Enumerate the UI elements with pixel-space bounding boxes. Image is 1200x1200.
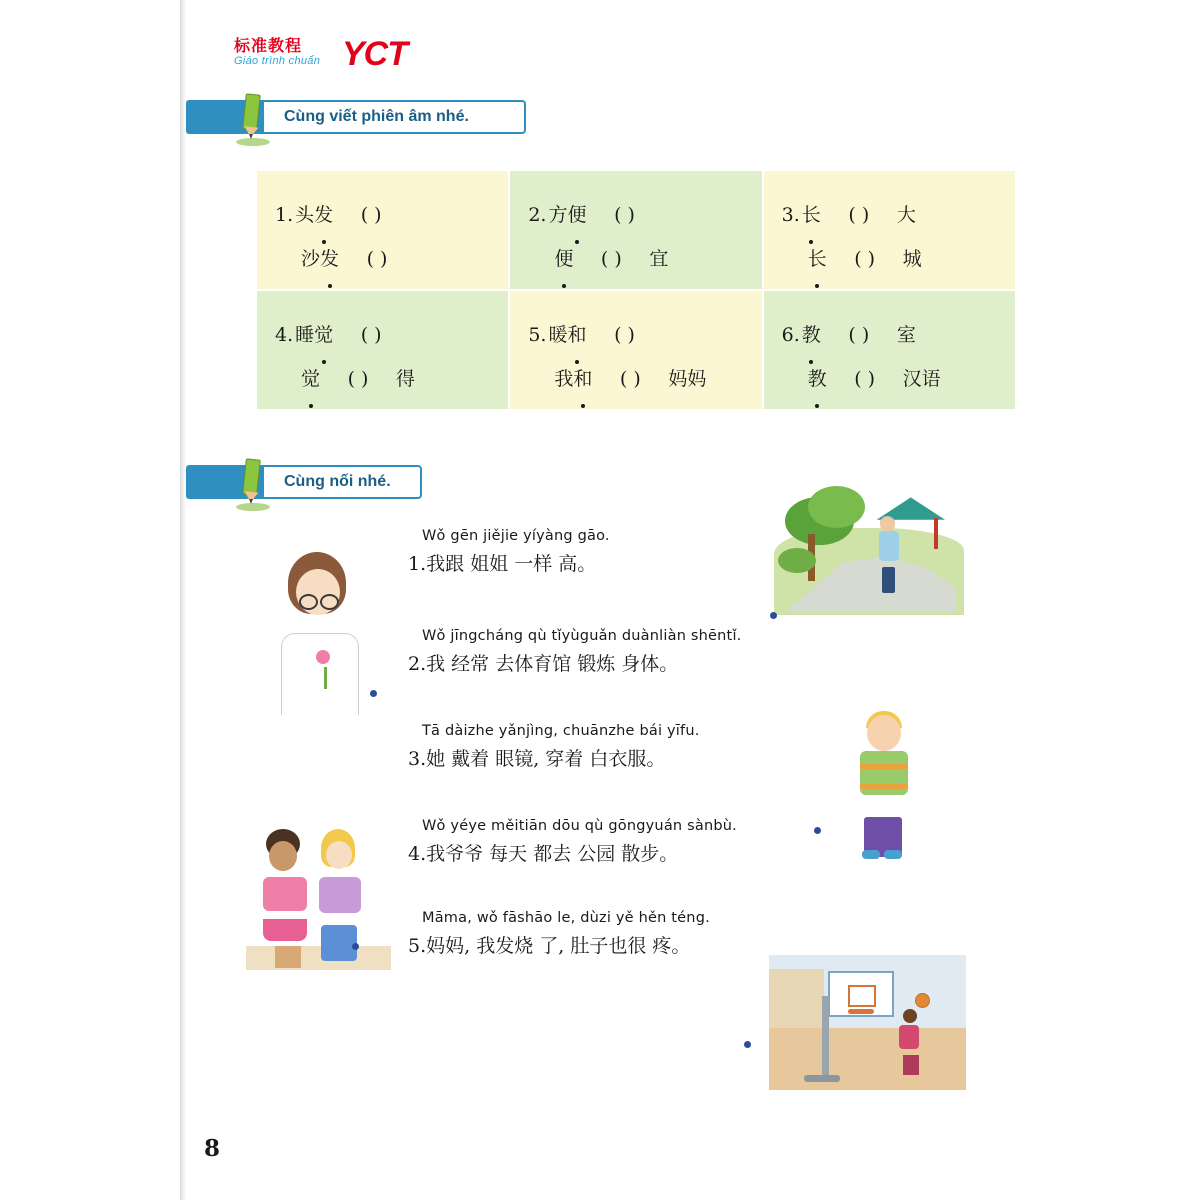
cell-1-line-1-dotted-char: 发: [314, 193, 333, 237]
cell-6-line-2-post: 汉语: [902, 368, 941, 390]
cell-6-line-2-dotted-char: 教: [808, 357, 827, 401]
sentence-2-number: 2.: [408, 653, 427, 675]
sentence-5-number: 5.: [408, 935, 427, 957]
cell-2-line-1-answer-blank[interactable]: ( ): [614, 204, 635, 226]
basketball-court-illustration[interactable]: [769, 955, 966, 1090]
cell-1-line-2-dotted-char: 发: [320, 237, 339, 281]
cell-3-line-1-dotted-char: 长: [802, 193, 821, 237]
cell-2-line-2-post: 宜: [649, 248, 669, 270]
page-number: 8: [204, 1135, 221, 1162]
sentence-1-number: 1.: [408, 553, 427, 575]
cell-4-line-2-answer-blank[interactable]: ( ): [347, 368, 369, 390]
exercise-cell-5[interactable]: [509, 290, 762, 410]
logo-brand-text: YCT: [342, 35, 407, 73]
cell-2-line-2-answer-blank[interactable]: ( ): [600, 248, 622, 270]
yct-logo: [234, 33, 464, 81]
sentence-5-hanzi: 妈妈, 我发烧 了, 肚子也很 疼。: [426, 935, 691, 957]
cell-4-line-2-dotted-char: 觉: [301, 357, 320, 401]
match-sentence-2[interactable]: [408, 628, 741, 676]
sentence-3-hanzi: 她 戴着 眼镜, 穿着 白衣服。: [426, 748, 666, 770]
pinyin-exercise-grid: [256, 170, 1016, 410]
match-dot-right-2[interactable]: [814, 827, 821, 834]
cell-3-line-1-answer-blank[interactable]: ( ): [848, 204, 870, 226]
matching-exercise: [186, 500, 1116, 1120]
cell-5-line-2-answer-blank[interactable]: ( ): [619, 368, 641, 390]
exercise-cell-2[interactable]: [509, 170, 762, 290]
cell-2-line-1-pre: 方: [548, 204, 568, 226]
cell-5-line-2-dotted-char: 和: [573, 357, 592, 401]
sentence-2-hanzi: 我 经常 去体育馆 锻炼 身体。: [426, 653, 679, 675]
exercise-cell-3[interactable]: [763, 170, 1016, 290]
match-sentence-4[interactable]: [408, 818, 737, 866]
match-dot-left-2[interactable]: [352, 943, 359, 950]
cell-5-number: 5.: [528, 324, 547, 346]
cell-5-line-1-pre: 暖: [548, 324, 568, 346]
exercise-cell-1[interactable]: [256, 170, 509, 290]
cell-1-number: 1.: [275, 204, 294, 226]
cell-1-line-2-answer-blank[interactable]: ( ): [366, 248, 388, 270]
cell-1-line-1-pre: 头: [295, 204, 315, 226]
cell-3-line-2-dotted-char: 长: [808, 237, 827, 281]
sentence-1-pinyin: Wǒ gēn jiějie yíyàng gāo.: [422, 528, 610, 544]
pencil-icon: [230, 94, 276, 146]
cell-5-line-1-dotted-char: 和: [567, 313, 586, 357]
cell-6-number: 6.: [781, 324, 800, 346]
cell-3-line-2-post: 城: [902, 248, 922, 270]
logo-vietnamese-text: Giáo trình chuẩn: [234, 55, 321, 67]
page-content: [186, 0, 1116, 1200]
cell-2-line-2-dotted-char: 便: [554, 237, 573, 281]
section-header-matching: [186, 465, 436, 499]
cell-5-line-1-answer-blank[interactable]: ( ): [614, 324, 635, 346]
sentence-5-pinyin: Māma, wǒ fāshāo le, dùzi yě hěn téng.: [422, 910, 710, 926]
logo-chinese-text: 标准教程: [234, 36, 303, 55]
section-header-pinyin: [186, 100, 526, 134]
cell-4-line-1-pre: 睡: [295, 324, 315, 346]
cell-4-number: 4.: [275, 324, 294, 346]
cell-4-line-2-post: 得: [396, 368, 416, 390]
sentence-4-pinyin: Wǒ yéye měitiān dōu qù gōngyuán sànbù.: [422, 818, 737, 834]
match-sentence-1[interactable]: [408, 528, 610, 576]
sentence-3-pinyin: Tā dàizhe yǎnjìng, chuānzhe bái yīfu.: [422, 723, 700, 739]
match-sentence-5[interactable]: [408, 910, 710, 958]
cell-4-line-1-answer-blank[interactable]: ( ): [360, 324, 382, 346]
sentence-4-number: 4.: [408, 843, 427, 865]
cell-5-line-2-pre: 我: [554, 368, 574, 390]
boy-in-striped-shirt-illustration[interactable]: [824, 698, 944, 863]
cell-6-line-1-post: 室: [896, 324, 916, 346]
sentence-1-hanzi: 我跟 姐姐 一样 高。: [426, 553, 597, 575]
cell-1-line-1-answer-blank[interactable]: ( ): [360, 204, 382, 226]
cell-3-line-2-answer-blank[interactable]: ( ): [854, 248, 876, 270]
cell-6-line-1-dotted-char: 教: [802, 313, 821, 357]
section-label-matching: Cùng nối nhé.: [284, 473, 391, 490]
exercise-cell-4[interactable]: [256, 290, 509, 410]
match-sentence-3[interactable]: [408, 723, 700, 771]
cell-5-line-2-post: 妈妈: [668, 368, 707, 390]
cell-3-line-1-post: 大: [896, 204, 916, 226]
cell-2-number: 2.: [528, 204, 547, 226]
match-dot-right-1[interactable]: [770, 612, 777, 619]
cell-3-number: 3.: [781, 204, 800, 226]
cell-1-line-2-pre: 沙: [301, 248, 321, 270]
exercise-cell-6[interactable]: [763, 290, 1016, 410]
match-dot-right-3[interactable]: [744, 1041, 751, 1048]
sentence-4-hanzi: 我爷爷 每天 都去 公园 散步。: [426, 843, 679, 865]
section-label-pinyin: Cùng viết phiên âm nhé.: [284, 108, 469, 125]
park-grandfather-illustration[interactable]: [774, 475, 964, 615]
cell-4-line-1-dotted-char: 觉: [314, 313, 333, 357]
cell-6-line-2-answer-blank[interactable]: ( ): [854, 368, 876, 390]
sentence-3-number: 3.: [408, 748, 427, 770]
girl-with-glasses-illustration[interactable]: [246, 545, 406, 715]
cell-2-line-1-dotted-char: 便: [567, 193, 586, 237]
sentence-2-pinyin: Wǒ jīngcháng qù tǐyùguǎn duànliàn shēntǐ.: [422, 628, 742, 644]
match-dot-left-1[interactable]: [370, 690, 377, 697]
two-girls-illustration[interactable]: [246, 820, 391, 970]
cell-6-line-1-answer-blank[interactable]: ( ): [848, 324, 870, 346]
